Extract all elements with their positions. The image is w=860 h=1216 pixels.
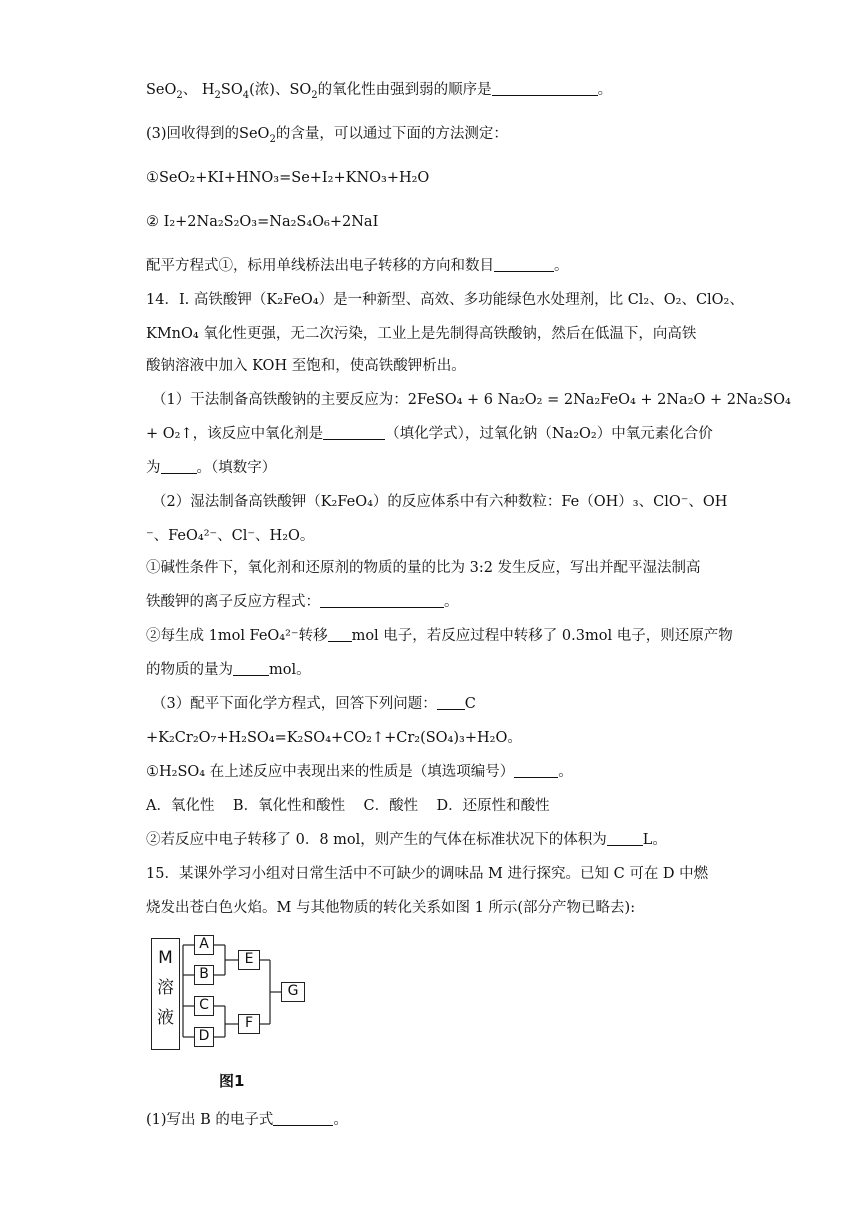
- q14-line-17: [146, 830, 667, 850]
- box-g: G: [281, 982, 305, 1002]
- text-line-2: (3)回收得到的SeO$_2$的含量，可以通过下面的方法测定：: [146, 126, 508, 145]
- text-electron-formula: (1)写出 B 的电子式: [146, 1112, 274, 1128]
- q14-line-4: （1）干法制备高铁酸钠的主要反应为：2FeSO₄ + 6 Na₂O₂ = 2Na₂FeO₄ + 2Na₂O + 2Na₂SO₄: [152, 392, 791, 408]
- answer-blank[interactable]: [514, 763, 558, 778]
- q14-line-5: [146, 424, 713, 444]
- box-m-solution: [151, 938, 180, 1050]
- q14-options: A．氧化性 B．氧化性和酸性 C．酸性 D．还原性和酸性: [146, 798, 550, 814]
- text-end: 。: [554, 258, 569, 274]
- q14-line-15: [146, 762, 573, 782]
- q14-line-13: [152, 694, 476, 714]
- q14-line-7: （2）湿法制备高铁酸钾（K₂FeO₄）的反应体系中有六种数粒：Fe（OH）₃、ClO⁻、OH: [152, 494, 728, 510]
- q15-line-2: 烧发出苍白色火焰。M 与其他物质的转化关系如图 1 所示(部分产物已略去):: [146, 900, 636, 916]
- q14-line-8: ⁻、FeO₄²⁻、Cl⁻、H₂O。: [146, 528, 315, 544]
- answer-blank[interactable]: [273, 1111, 333, 1126]
- box-f: F: [238, 1014, 260, 1034]
- answer-blank[interactable]: [437, 695, 465, 710]
- text-h2so4: 、 H: [182, 82, 215, 98]
- q14-line-14: +K₂Cr₂O₇+H₂SO₄=K₂SO₄+CO₂↑+Cr₂(SO₄)₃+H₂O。: [146, 730, 522, 746]
- box-c: C: [194, 996, 214, 1016]
- text-property: ①H₂SO₄ 在上述反应中表现出来的性质是（填选项编号）: [146, 764, 515, 780]
- text-ionic-eq: 铁酸钾的离子反应方程式：: [146, 594, 320, 610]
- answer-blank[interactable]: [323, 425, 385, 440]
- text-so2: (浓)、SO: [249, 82, 312, 98]
- text-end: 。: [597, 82, 613, 98]
- q14-line-6: [146, 458, 276, 478]
- text-balance: 配平方程式①，标用单线桥法出电子转移的方向和数目: [146, 258, 494, 274]
- text-wei: 为: [146, 460, 161, 476]
- q14-line-1: 14．I. 高铁酸钾（K₂FeO₄）是一种新型、高效、多功能绿色水处理剂，比 Cl₂、O₂、ClO₂、: [146, 292, 744, 308]
- text-balance-eq: （3）配平下面化学方程式，回答下列问题：: [152, 696, 437, 712]
- text-so4: SO: [220, 82, 243, 98]
- answer-blank[interactable]: [494, 257, 554, 272]
- q14-line-10: [146, 592, 459, 612]
- text-carbon: C: [464, 696, 476, 712]
- text-line-5: [146, 256, 569, 276]
- text-mol: mol。: [269, 662, 311, 678]
- text-fill-number: 。（填数字）: [196, 460, 277, 476]
- text-amount: 的物质的量为: [146, 662, 233, 678]
- text-order: 的氧化性由强到弱的顺序是: [317, 82, 492, 98]
- equation-1: ①SeO₂+KI+HNO₃=Se+I₂+KNO₃+H₂O: [146, 170, 430, 186]
- equation-2: ② I₂+2Na₂S₂O₃=Na₂S₄O₆+2NaI: [146, 214, 379, 230]
- text-liter: L。: [642, 832, 667, 848]
- text-electrons: mol 电子，若反应过程中转移了 0.3mol 电子，则还原产物: [351, 628, 733, 644]
- q14-line-12: [146, 660, 311, 680]
- box-e: E: [238, 950, 260, 970]
- text-seo2: SeO: [146, 82, 177, 98]
- box-b: B: [194, 965, 214, 985]
- text-per-mol: ②每生成 1mol FeO₄²⁻转移: [146, 628, 328, 644]
- answer-blank[interactable]: [492, 81, 598, 96]
- text-end: 。: [558, 764, 573, 780]
- text-volume: ②若反应中电子转移了 0．8 mol，则产生的气体在标准状况下的体积为: [146, 832, 607, 848]
- text-oxidant: + O₂↑，该反应中氧化剂是: [146, 426, 324, 442]
- answer-blank[interactable]: [161, 459, 197, 474]
- text-line-1: SeO$_2$、 $H_2SO_4$(浓)、$SO_2$的氧化性由强到弱的顺序是 。: [146, 82, 613, 101]
- answer-blank[interactable]: [233, 661, 269, 676]
- box-a: A: [194, 935, 214, 955]
- q15-line-1: 15．某课外学习小组对日常生活中不可缺少的调味品 M 进行探究。已知 C 可在 D 中燃: [146, 866, 709, 882]
- text-method: 的含量，可以通过下面的方法测定：: [275, 126, 508, 142]
- q14-line-9: ①碱性条件下，氧化剂和还原剂的物质的量的比为 3:2 发生反应，写出并配平湿法制高: [146, 560, 701, 576]
- box-m-char-2: 溶: [157, 978, 174, 998]
- flow-diagram: [146, 928, 316, 1053]
- answer-blank[interactable]: [320, 593, 444, 608]
- text-valence: （填化学式），过氧化钠（Na₂O₂）中氧元素化合价: [385, 426, 713, 442]
- answer-blank[interactable]: [328, 627, 352, 642]
- text-part3: (3)回收得到的SeO: [146, 126, 270, 142]
- box-m-char-3: 液: [157, 1008, 174, 1028]
- answer-blank[interactable]: [607, 831, 643, 846]
- text-end: 。: [444, 594, 459, 610]
- text-end: 。: [333, 1112, 348, 1128]
- box-d: D: [194, 1027, 214, 1047]
- q14-line-3: 酸钠溶液中加入 KOH 至饱和，使高铁酸钾析出。: [146, 358, 466, 374]
- figure-caption: 图1: [219, 1072, 245, 1090]
- q15-line-3: [146, 1110, 348, 1130]
- box-m-char-1: M: [158, 948, 173, 968]
- q14-line-2: KMnO₄ 氧化性更强，无二次污染，工业上是先制得高铁酸钠，然后在低温下，向高铁: [146, 326, 697, 342]
- q14-line-11: [146, 626, 733, 646]
